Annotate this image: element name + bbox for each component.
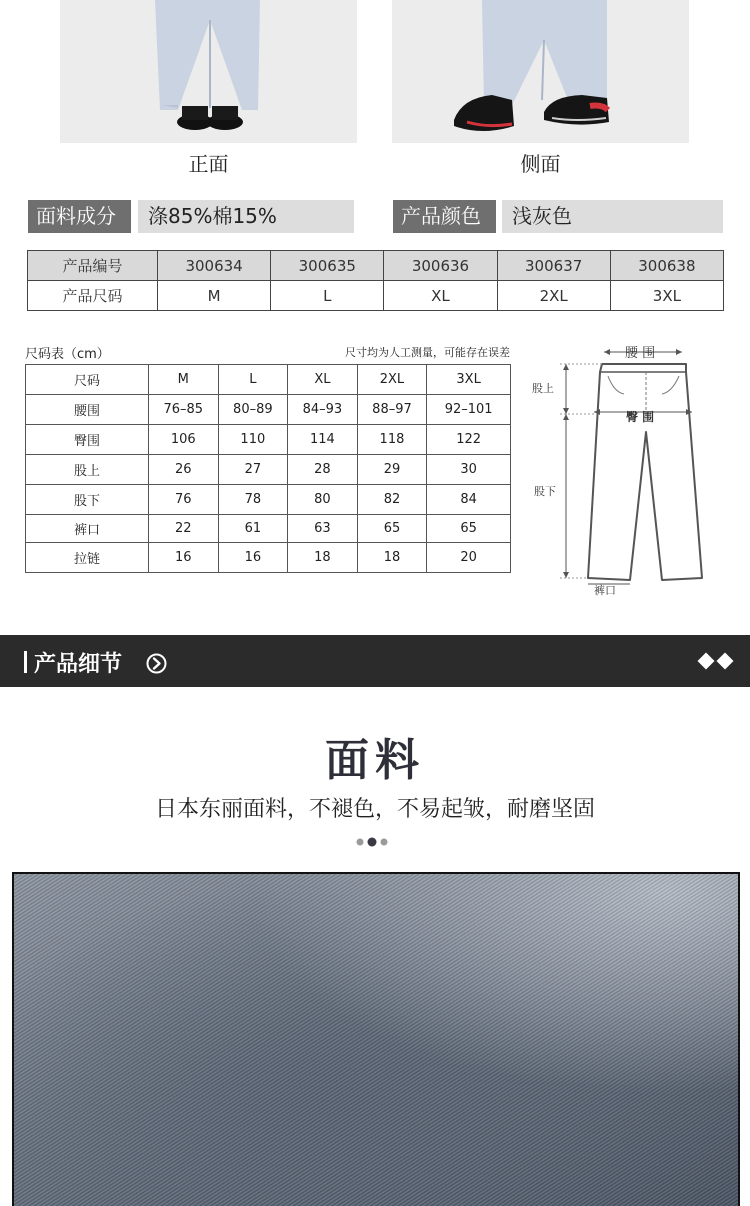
banner-title: 产品细节 — [34, 652, 123, 677]
code-cell: 300634 — [158, 251, 271, 281]
size-cell: XL — [384, 281, 497, 311]
size-cell: 2XL — [497, 281, 610, 311]
size-row — [28, 281, 724, 311]
fabric-label: 面料成分 — [28, 200, 131, 233]
fabric-section-subtitle: 日本东丽面料，不褪色，不易起皱，耐磨坚固 — [154, 797, 595, 822]
header-cell: M — [149, 365, 219, 395]
header-cell: 尺码 — [26, 365, 149, 395]
row-value: 61 — [218, 515, 288, 543]
row-label: 裤口 — [26, 515, 149, 543]
row-value: 18 — [288, 543, 358, 573]
size-chart-note: 尺寸均为人工测量，可能存在误差 — [345, 346, 510, 359]
front-view-photo — [60, 0, 357, 143]
row-value: 110 — [218, 425, 288, 455]
side-view-photo — [392, 0, 689, 143]
fabric-closeup-photo — [12, 872, 740, 1206]
row-value: 26 — [149, 455, 219, 485]
row-value: 78 — [218, 485, 288, 515]
row-label: 拉链 — [26, 543, 149, 573]
table-row — [26, 543, 511, 573]
row-value: 88–97 — [357, 395, 427, 425]
row-value: 82 — [357, 485, 427, 515]
side-caption: 侧面 — [520, 152, 561, 176]
table-row — [26, 515, 511, 543]
pants-measurement-diagram — [524, 340, 740, 600]
row-value: 92–101 — [427, 395, 511, 425]
size-cell: L — [271, 281, 384, 311]
row-value: 16 — [149, 543, 219, 573]
code-cell: 300637 — [497, 251, 610, 281]
row-value: 80–89 — [218, 395, 288, 425]
size-chart-header — [26, 365, 511, 395]
row-value: 106 — [149, 425, 219, 455]
row-value: 76–85 — [149, 395, 219, 425]
row-value: 30 — [427, 455, 511, 485]
color-value: 浅灰色 — [502, 200, 723, 233]
header-cell: L — [218, 365, 288, 395]
rise-label: 股上 — [532, 382, 554, 395]
row-label: 腰围 — [26, 395, 149, 425]
row-value: 84 — [427, 485, 511, 515]
row-value: 80 — [288, 485, 358, 515]
size-chart-title: 尺码表（cm） — [25, 347, 110, 362]
size-cell: M — [158, 281, 271, 311]
fabric-value: 涤85%棉15% — [138, 200, 354, 233]
row-value: 28 — [288, 455, 358, 485]
row-value: 76 — [149, 485, 219, 515]
row-value: 18 — [357, 543, 427, 573]
inseam-label: 股下 — [534, 485, 556, 498]
hip-label: 臀 围 — [626, 410, 655, 424]
row-label: 股上 — [26, 455, 149, 485]
row-value: 65 — [357, 515, 427, 543]
front-caption: 正面 — [188, 152, 229, 176]
carousel-dots — [355, 837, 395, 847]
row-value: 27 — [218, 455, 288, 485]
header-cell: 2XL — [357, 365, 427, 395]
dot-active-icon — [368, 838, 377, 847]
code-cell: 300636 — [384, 251, 497, 281]
color-label: 产品颜色 — [393, 200, 496, 233]
table-row — [26, 455, 511, 485]
circle-arrow-right-icon — [146, 653, 167, 674]
row-value: 118 — [357, 425, 427, 455]
table-row — [26, 425, 511, 455]
code-row — [28, 251, 724, 281]
table-row — [26, 395, 511, 425]
header-cell: XL — [288, 365, 358, 395]
row-label: 股下 — [26, 485, 149, 515]
dot-icon — [357, 839, 364, 846]
header-cell: 3XL — [427, 365, 511, 395]
row-value: 114 — [288, 425, 358, 455]
row-value: 20 — [427, 543, 511, 573]
fabric-section-title: 面料 — [325, 735, 425, 786]
size-cell: 3XL — [610, 281, 723, 311]
size-chart-table — [25, 364, 511, 573]
product-code-table — [27, 250, 724, 311]
table-row — [26, 485, 511, 515]
dot-icon — [381, 839, 388, 846]
row-label: 臀围 — [26, 425, 149, 455]
banner-accent-bar — [24, 651, 27, 673]
row-value: 122 — [427, 425, 511, 455]
code-cell: 300638 — [610, 251, 723, 281]
row-value: 65 — [427, 515, 511, 543]
row-value: 84–93 — [288, 395, 358, 425]
row-value: 16 — [218, 543, 288, 573]
waist-label: 腰 围 — [625, 346, 656, 361]
code-cell: 300635 — [271, 251, 384, 281]
row-value: 63 — [288, 515, 358, 543]
code-label: 产品编号 — [28, 251, 158, 281]
hem-label: 裤口 — [594, 584, 616, 597]
row-value: 29 — [357, 455, 427, 485]
size-label: 产品尺码 — [28, 281, 158, 311]
row-value: 22 — [149, 515, 219, 543]
